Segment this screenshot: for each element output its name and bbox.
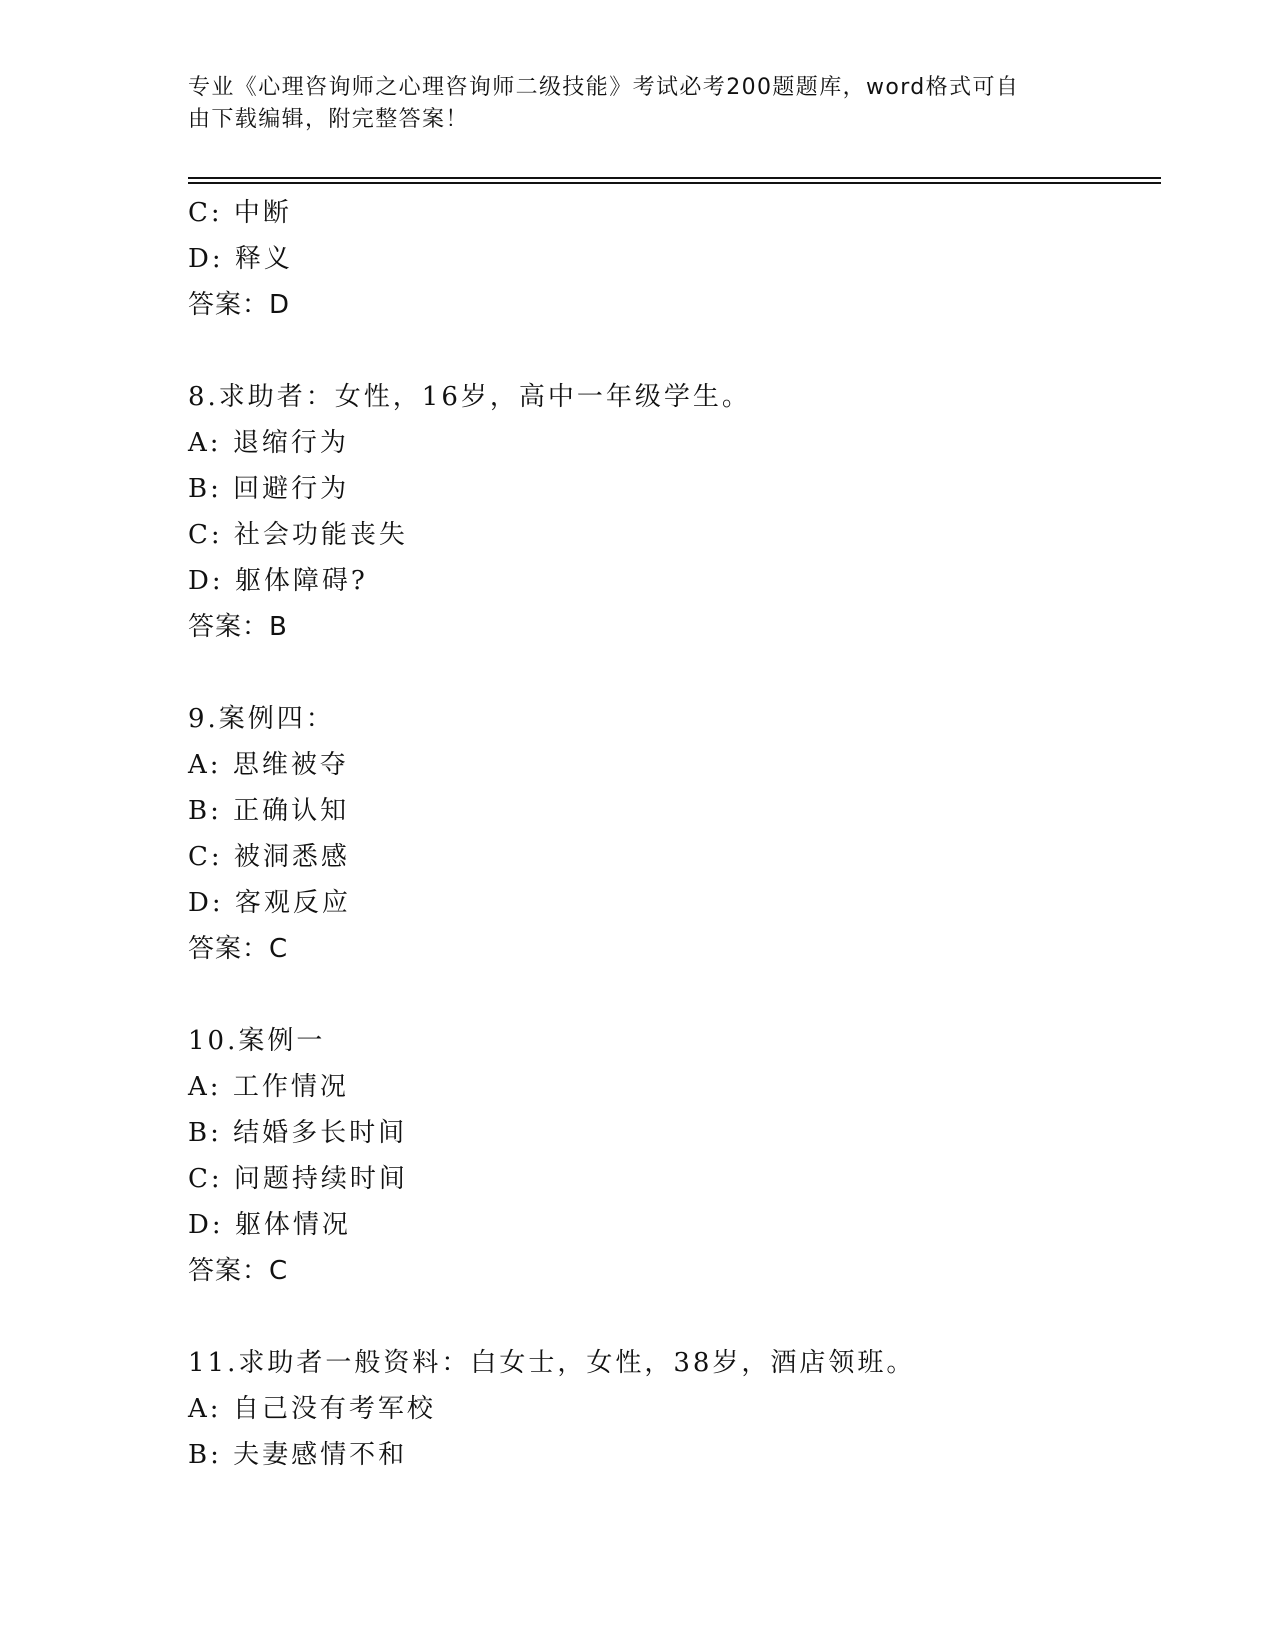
header-rule-top (188, 177, 1161, 179)
answer-line: 答案：C (188, 934, 289, 964)
answer-line: 答案：D (188, 290, 291, 320)
option-line (188, 742, 1168, 788)
option-text: 问题持续时间 (233, 1164, 408, 1194)
option-text: 被洞悉感 (233, 842, 350, 872)
option-text: 中断 (233, 198, 292, 228)
question-stem: 9.案例四： (188, 704, 335, 734)
question-item (188, 1340, 1168, 1478)
option-line (188, 1156, 1168, 1202)
document-header: 专业《心理咨询师之心理咨询师二级技能》考试必考200题题库，word格式可自 由下载编辑，附完整答案！ (188, 75, 1020, 132)
option-text: 客观反应 (234, 888, 351, 918)
option-letter: C: (188, 198, 223, 228)
option-text: 结婚多长时间 (233, 1118, 408, 1148)
option-text: 工作情况 (232, 1072, 349, 1102)
option-letter: A: (188, 1394, 222, 1424)
option-line (188, 512, 1168, 558)
option-letter: B: (188, 1118, 222, 1148)
option-letter: D: (188, 244, 224, 274)
question-item (188, 374, 1168, 650)
option-line (188, 1110, 1168, 1156)
question-stem: 8.求助者：女性，16岁，高中一年级学生。 (188, 382, 751, 412)
option-letter: B: (188, 796, 222, 826)
option-text: 社会功能丧失 (233, 520, 408, 550)
option-text: 躯体障碍? (234, 566, 368, 596)
option-letter: C: (188, 1164, 223, 1194)
option-line (188, 466, 1168, 512)
answer-line: 答案：B (188, 612, 288, 642)
header-rule-bottom (188, 182, 1161, 184)
option-line (188, 420, 1168, 466)
option-line (188, 880, 1168, 926)
option-line (188, 558, 1168, 604)
option-text: 退缩行为 (232, 428, 349, 458)
option-line (188, 788, 1168, 834)
option-line (188, 1432, 1168, 1478)
question-item (188, 696, 1168, 972)
question-list (188, 190, 1168, 1478)
question-item (188, 1018, 1168, 1294)
question-stem: 11.求助者一般资料：白女士，女性，38岁，酒店领班。 (188, 1348, 916, 1378)
option-text: 思维被夺 (232, 750, 349, 780)
answer-line: 答案：C (188, 1256, 289, 1286)
option-letter: D: (188, 1210, 224, 1240)
option-text: 正确认知 (233, 796, 350, 826)
option-letter: C: (188, 520, 223, 550)
option-letter: B: (188, 1440, 222, 1470)
question-gap (188, 650, 1168, 696)
question-gap (188, 1294, 1168, 1340)
option-line (188, 1386, 1168, 1432)
option-letter: A: (188, 1072, 222, 1102)
option-letter: C: (188, 842, 223, 872)
option-letter: D: (188, 566, 224, 596)
option-letter: B: (188, 474, 222, 504)
question-stem: 10.案例一 (188, 1026, 326, 1056)
question-gap (188, 328, 1168, 374)
option-line (188, 834, 1168, 880)
option-text: 夫妻感情不和 (233, 1440, 408, 1470)
option-line (188, 190, 1168, 236)
option-text: 躯体情况 (234, 1210, 351, 1240)
option-line (188, 1064, 1168, 1110)
question-gap (188, 972, 1168, 1018)
option-text: 自己没有考军校 (232, 1394, 436, 1424)
option-letter: A: (188, 428, 222, 458)
option-text: 释义 (234, 244, 293, 274)
partial-question (188, 190, 1168, 328)
option-line (188, 1202, 1168, 1248)
option-text: 回避行为 (233, 474, 350, 504)
option-line (188, 236, 1168, 282)
option-letter: D: (188, 888, 224, 918)
option-letter: A: (188, 750, 222, 780)
